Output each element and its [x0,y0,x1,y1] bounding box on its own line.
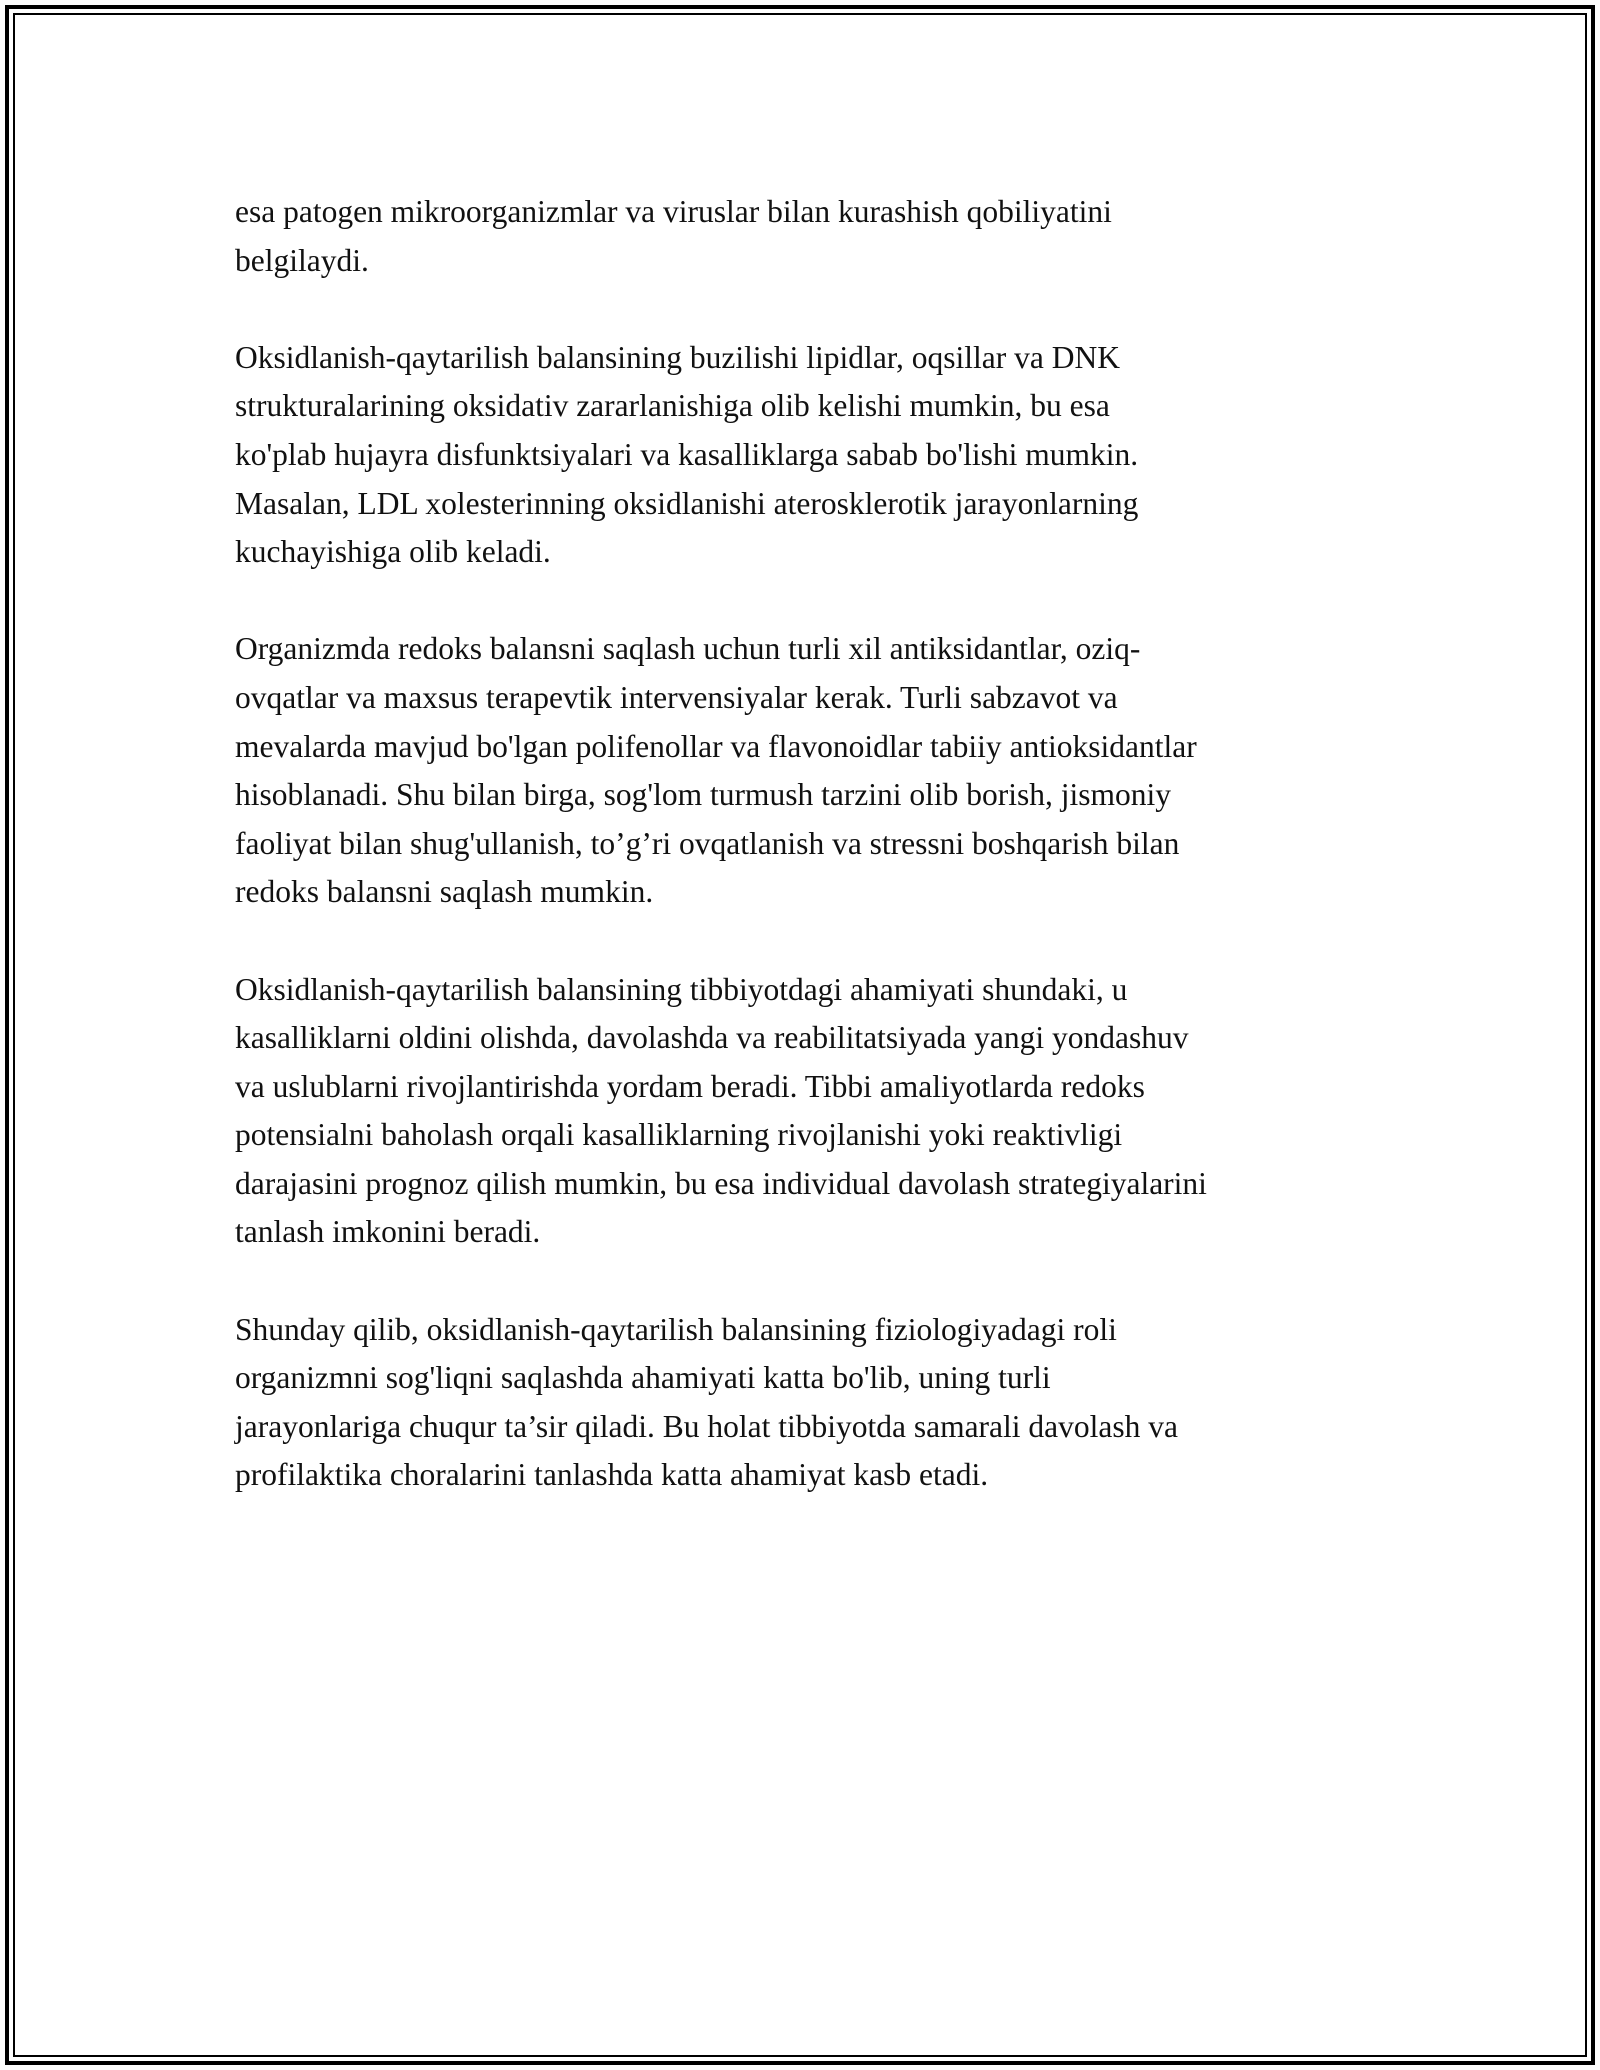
paragraph-antioxidants: Organizmda redoks balansni saqlash uchun turli xil antiksidantlar, oziq- ovqatlar va maxsus terapevtik intervensiyalar kerak. Turli sabzavot va mevalarda mavjud bo'lgan polifenollar va flavonoidlar tabiiy antioksidantlar hisoblanadi. Shu bilan birga, sog'lom turmush tarzini olib borish, jismoniy faoliyat bilan shug'ullanish, to’g’ri ovqatlanish va stressni boshqarish bilan redoks balansni saqlash mumkin. [235,631,1197,910]
paragraph-continuation: esa patogen mikroorganizmlar va viruslar bilan kurashish qobiliyatini belgilaydi. [235,194,1112,278]
paragraph-conclusion: Shunday qilib, oksidlanish-qaytarilish balansining fiziologiyadagi roli organizmni sog'liqni saqlashda ahamiyati katta bo'lib, uning turli jarayonlariga chuqur ta’sir qiladi. Bu holat tibbiyotda samarali davolash va profilaktika choralarini tanlashda katta ahamiyat kasb etadi. [235,1311,1178,1493]
paragraph-redox-imbalance: Oksidlanish-qaytarilish balansining buzilishi lipidlar, oqsillar va DNK strukturalarining oksidativ zararlanishiga olib kelishi mumkin, bu esa ko'plab hujayra disfunktsiyalari va kasalliklarga sabab bo'lishi mumkin. Masalan, LDL xolesterinning oksidlanishi aterosklerotik jarayonlarning kuchayishiga olib keladi. [235,339,1139,570]
paragraph-medical-significance: Oksidlanish-qaytarilish balansining tibbiyotdagi ahamiyati shundaki, u kasalliklarni oldini olishda, davolashda va reabilitatsiyada yangi yondashuv va uslublarni rivojlantirishda yordam beradi. Tibbi amaliyotlarda redoks potensialni baholash orqali kasalliklarning rivojlanishi yoki reaktivligi darajasini prognoz qilish mumkin, bu esa individual davolash strategiyalarini tanlash imkonini beradi. [235,971,1207,1250]
document-body [235,188,1375,1500]
